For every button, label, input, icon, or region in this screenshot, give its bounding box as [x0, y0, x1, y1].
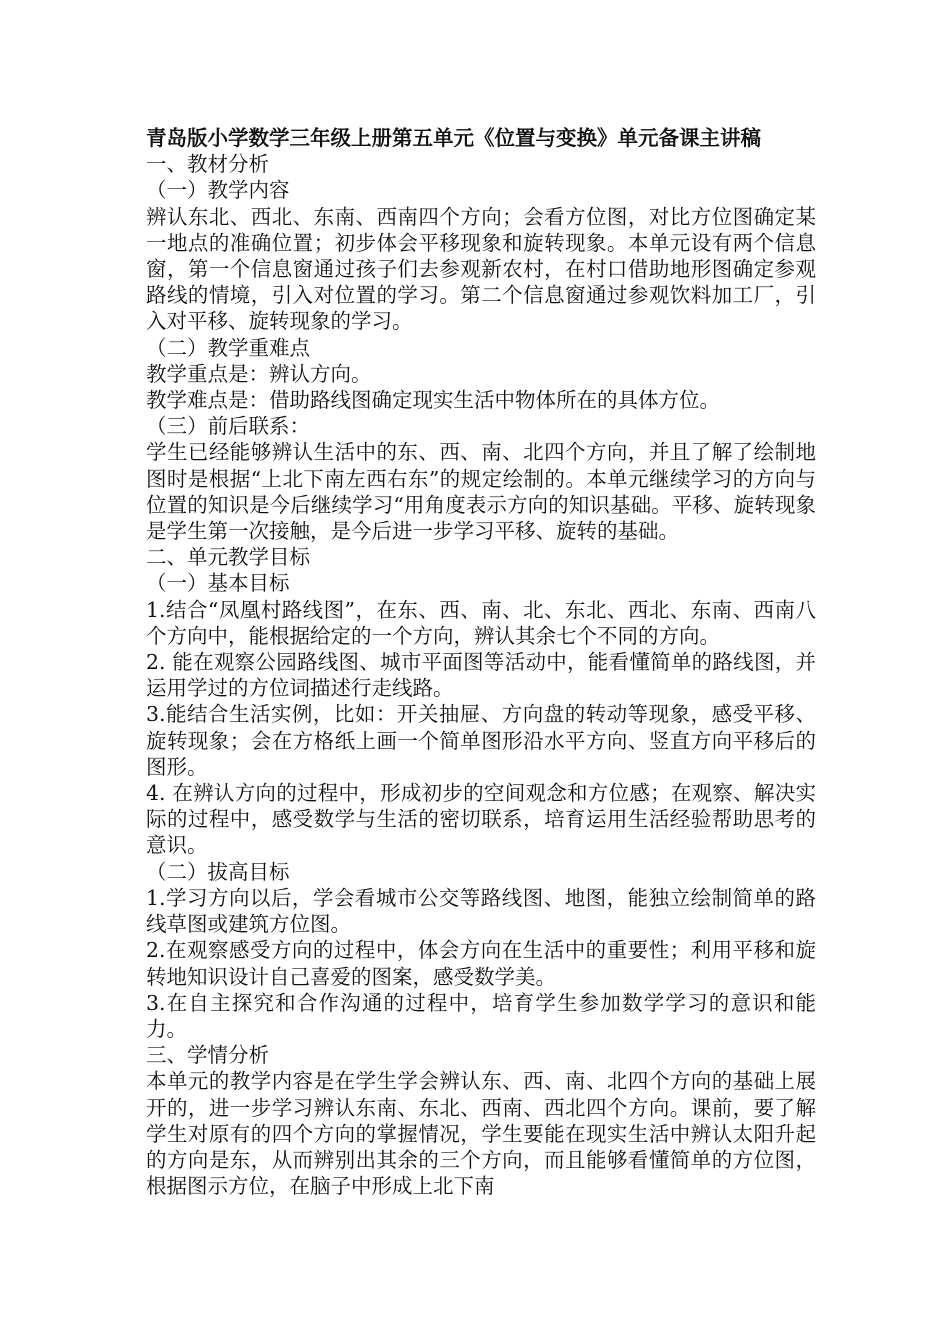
section-heading: 三、学情分析	[146, 1043, 269, 1068]
list-item: 3.在自主探究和合作沟通的过程中，培育学生参加数学学习的意识和能力。	[146, 990, 816, 1041]
paragraph: 教学重点是：辨认方向。	[146, 361, 372, 386]
list-item: 1.结合“凤凰村路线图”，在东、西、南、北、东北、西北、东南、西南八个方向中，能根据给定的一个方向，辨认其余七个不同的方向。	[146, 597, 816, 648]
paragraph: 教学难点是：借助路线图确定现实生活中物体所在的具体方位。	[146, 388, 720, 413]
subsection-heading: （一）教学内容	[146, 178, 290, 203]
list-item: 2.在观察感受方向的过程中，体会方向在生活中的重要性；利用平移和旋转地知识设计自己喜爱的图案，感受数学美。	[146, 938, 816, 989]
list-item: 3.能结合生活实例，比如：开关抽屉、方向盘的转动等现象，感受平移、旋转现象；会在方格纸上画一个简单图形沿水平方向、竖直方向平移后的图形。	[146, 702, 816, 779]
paragraph: 学生已经能够辨认生活中的东、西、南、北四个方向，并且了解了绘制地图时是根据“上北下南左西右东”的规定绘制的。本单元继续学习的方向与位置的知识是今后继续学习“用角度表示方向的知识基础。平移、旋转现象是学生第一次接触，是今后进一步学习平移、旋转的基础。	[146, 440, 816, 544]
subsection-heading: （一）基本目标	[146, 571, 290, 596]
paragraph: 辨认东北、西北、东南、西南四个方向；会看方位图，对比方位图确定某一地点的准确位置；初步体会平移现象和旋转现象。本单元设有两个信息窗，第一个信息窗通过孩子们去参观新农村，在村口借助地形图确定参观路线的情境，引入对位置的学习。第二个信息窗通过参观饮料加工厂，引入对平移、旋转现象的学习。	[146, 204, 816, 334]
list-item: 2. 能在观察公园路线图、城市平面图等活动中，能看懂简单的路线图，并运用学过的方位词描述行走线路。	[146, 650, 816, 701]
list-item: 1.学习方向以后，学会看城市公交等路线图、地图，能独立绘制简单的路线草图或建筑方位图。	[146, 885, 816, 937]
section-heading: 二、单元教学目标	[146, 545, 310, 570]
document-page	[146, 125, 816, 1199]
subsection-heading: （三）前后联系：	[146, 414, 310, 439]
subsection-heading: （二）拔高目标	[146, 859, 290, 884]
list-item: 4. 在辨认方向的过程中，形成初步的空间观念和方位感；在观察、解决实际的过程中，感受数学与生活的密切联系，培育运用生活经验帮助思考的意识。	[146, 781, 816, 858]
document-title: 青岛版小学数学三年级上册第五单元《位置与变换》单元备课主讲稿	[146, 126, 761, 150]
section-heading: 一、教材分析	[146, 152, 269, 177]
subsection-heading: （二）教学重难点	[146, 335, 310, 360]
paragraph: 本单元的教学内容是在学生学会辨认东、西、南、北四个方向的基础上展开的，进一步学习辨认东南、东北、西南、西北四个方向。课前，要了解学生对原有的四个方向的掌握情况，学生要能在现实生活中辨认太阳升起的方向是东，从而辨别出其余的三个方向，而且能够看懂简单的方位图，根据图示方位，在脑子中形成上北下南	[146, 1069, 816, 1199]
